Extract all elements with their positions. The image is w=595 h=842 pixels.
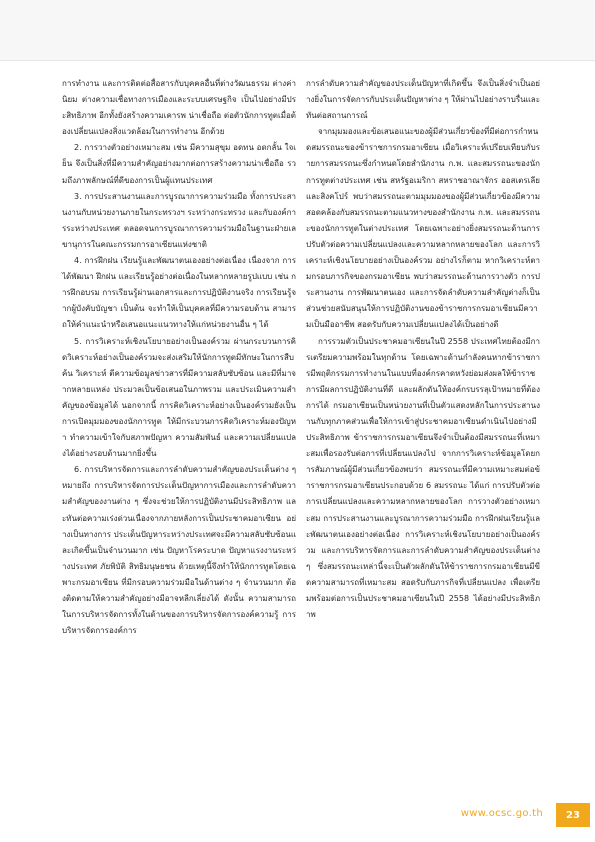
paragraph-item-6: 6. การบริหารจัดการและการลำดับความสำคัญของประเด็นต่าง ๆ หมายถึง การบริหารจัดการประเด็นปัญหาการเมืองและการลำดับความสำคัญของงานต่าง ๆ ซึ่งจะช่วยให้การปฏิบัติงานมีประสิทธิภาพ และทันต่อความเร่งด่วนเนื่องจากภายหลังการเป็นประชาคมอาเซียน อย่างเป็นทางการ ประเด็นปัญหาระหว่างประเทศจะมีความสลับซับซ้อนและเกิดขึ้นเป็นจำนวนมาก เช่น ปัญหาโรคระบาด ปัญหาแรงงานระหว่างประเทศ ภัยพิบัติ สิทธิมนุษยชน ด้วยเหตุนี้จึงทำให้นักการทูตโดยเฉพาะกรมอาเซียน ที่มีกรอบความร่วมมือในด้านต่าง ๆ จำนวนมาก ต้องติดตามให้ความสำคัญอย่างมีอาจหลีกเลี่ยงได้ ดังนั้น ความสามารถในการบริหารจัดการทั้งในด้านของการบริหารจัดการองค์ความรู้ การบริหารจัดการองค์การ — [62, 465, 296, 636]
page-number-badge: 23 — [556, 803, 590, 827]
right-column — [306, 76, 540, 623]
header-band — [0, 0, 595, 61]
footer-url: www.ocsc.go.th — [460, 808, 543, 819]
paragraph-item-5: 5. การวิเคราะห์เชิงนโยบายอย่างเป็นองค์รวม ผ่านกระบวนการคิดวิเคราะห์อย่างเป็นองค์รวมจะส่งเสริมให้นักการทูตมีทักษะในการสืบค้น วิเคราะห์ ตีความข้อมูลข่าวสารที่มีความสลับซับซ้อน และมีที่มาจากหลายแหล่ง ประมวลเป็นข้อเสนอในภาพรวม และประเมินความสำคัญของข้อมูลได้ นอกจากนี้ การคิดวิเคราะห์อย่างเป็นองค์รวมยังเป็นการเปิดมุมมองของนักการทูต ให้มีกระบวนการคิดวิเคราะห์มองปัญหา ทำความเข้าใจกับสภาพปัญหา ความสัมพันธ์ และความเปลี่ยนแปลงได้อย่างรอบด้านมากยิ่งขึ้น — [62, 336, 296, 459]
paragraph-continuation: การทำงาน และการติดต่อสื่อสารกับบุคคลอื่นที่ต่างวัฒนธรรม ต่างค่านิยม ต่างความเชื่อทางการเมืองและระบบเศรษฐกิจ เป็นไปอย่างมีประสิทธิภาพ อีกทั้งยังสร้างความเคารพ น่าเชื่อถือ ต่อตัวนักการทูตเมื่อต้องเปลี่ยนแปลงสิ่งแวดล้อมในการทำงาน อีกด้วย — [62, 79, 296, 137]
paragraph-continuation-right: การลำดับความสำคัญของประเด็นปัญหาที่เกิดขึ้น จึงเป็นสิ่งจำเป็นอย่างยิ่งในการจัดการกับประเด็นปัญหาต่าง ๆ ให้ผ่านไปอย่างราบรื่นและทันต่อสถานการณ์ — [306, 79, 540, 121]
paragraph-conclusion: การรวมตัวเป็นประชาคมอาเซียนในปี 2558 ประเทศไทยต้องมีการเตรียมความพร้อมในทุกด้าน โดยเฉพาะด้านกำลังคนหากข้าราชการมีพฤติกรรมการทำงานในแบบที่องค์กรคาดหวังย่อมส่งผลให้ข้าราชการมีผลการปฏิบัติงานที่ดี และผลักดันให้องค์กรบรรลุเป้าหมายที่ต้องการได้ กรมอาเซียนเป็นหน่วยงานที่เป็นตัวแสดงหลักในการประสานงานกับทุกภาคส่วนเพื่อให้การเข้าสู่ประชาคมอาเซียนดำเนินไปอย่างมีประสิทธิภาพ ข้าราชการกรมอาเซียนจึงจำเป็นต้องมีสมรรถนะที่เหมาะสมเพื่อรองรับต่อการที่เปลี่ยนแปลงไป จากการวิเคราะห์ข้อมูลโดยการสัมภาษณ์ผู้มีส่วนเกี่ยวข้องพบว่า สมรรถนะที่มีความเหมาะสมต่อข้าราชการกรมอาเซียนประกอบด้วย 6 สมรรถนะ ได้แก่ การปรับตัวต่อการเปลี่ยนแปลงและความหลากหลายของโลก การวางตัวอย่างเหมาะสม การประสานงานและบูรณาการความร่วมมือ การฝึกฝนเรียนรู้และพัฒนาตนเองอย่างต่อเนื่อง การวิเคราะห์เชิงนโยบายอย่างเป็นองค์รวม และการบริหารจัดการและการลำดับความสำคัญของประเด็นต่าง ๆ ซึ่งสมรรถนะเหล่านี้จะเป็นตัวผลักดันให้ข้าราชการกรมอาเซียนมีขีดความสามารถที่เหมาะสม สอดรับกับภารกิจที่เปลี่ยนแปลง เพื่อเตรียมพร้อมต่อการเป็นประชาคมอาเซียนในปี 2558 ได้อย่างมีประสิทธิภาพ — [306, 336, 540, 620]
paragraph-item-3: 3. การประสานงานและการบูรณาการความร่วมมือ ทั้งการประสานงานกับหน่วยงานภายในกระทรวงฯ ระหว่างกระทรวง และกับองค์การระหว่างประเทศ ตลอดจนการบูรณาการความร่วมมือในฐานะฝ่ายเลขานุการในคณะกรรมการอาเซียนแห่งชาติ — [62, 191, 296, 249]
paragraph-item-4: 4. การฝึกฝน เรียนรู้และพัฒนาตนเองอย่างต่อเนื่อง เนื่องจาก การได้พัฒนา ฝึกฝน และเรียนรู้อย่างต่อเนื่องในหลากหลายรูปแบบ เช่น การฝึกอบรม การเรียนรู้ผ่านเอกสารและการปฏิบัติงานจริง การเรียนรู้จากผู้บังคับบัญชา เป็นต้น จะทำให้เป็นบุคคลที่มีความรอบด้าน สามารถให้คำแนะนำหรือเสนอแนะแนวทางให้แก่หน่วยงานอื่น ๆ ได้ — [62, 256, 296, 330]
left-column — [62, 76, 296, 639]
paragraph-analysis: จากมุมมองและข้อเสนอแนะของผู้มีส่วนเกี่ยวข้องที่มีต่อการกำหนดสมรรถนะของข้าราชการกรมอาเซียน เมื่อวิเคราะห์เปรียบเทียบกับรายการสมรรถนะซึ่งกำหนดโดยสำนักงาน ก.พ. และสมรรถนะของนักการทูตต่างประเทศ เช่น สหรัฐอเมริกา สหราชอาณาจักร ออสเตรเลีย และสิงคโปร์ พบว่าสมรรถนะตามมุมมองของผู้มีส่วนเกี่ยวข้องมีความสอดคล้องกับสมรรถนะตามแนวทางของสำนักงาน ก.พ. และสมรรถนะของนักการทูตในต่างประเทศ โดยเฉพาะอย่างยิ่งสมรรถนะด้านการปรับตัวต่อความเปลี่ยนแปลงและความหลากหลายของโลก และการวิเคราะห์เชิงนโยบายอย่างเป็นองค์รวม อย่างไรก็ตาม หากวิเคราะห์ตามกรอบภารกิจของกรมอาเซียน พบว่าสมรรถนะด้านการวางตัว การประสานงาน การพัฒนาตนเอง และการจัดลำดับความสำคัญต่างก็เป็นส่วนช่วยสนับสนุนให้การปฏิบัติงานของข้าราชการกรมอาเซียนมีความเป็นมืออาชีพ สอดรับกับความเปลี่ยนแปลงได้เป็นอย่างดี — [306, 127, 540, 330]
paragraph-item-2: 2. การวางตัวอย่างเหมาะสม เช่น มีความสุขุม อดทน อดกลั้น ใจเย็น จึงเป็นสิ่งที่มีความสำคัญอย่างมากต่อการสร้างความน่าเชื่อถือ รวมถึงภาพลักษณ์ที่ดีของการเป็นผู้แทนประเทศ — [62, 143, 296, 185]
